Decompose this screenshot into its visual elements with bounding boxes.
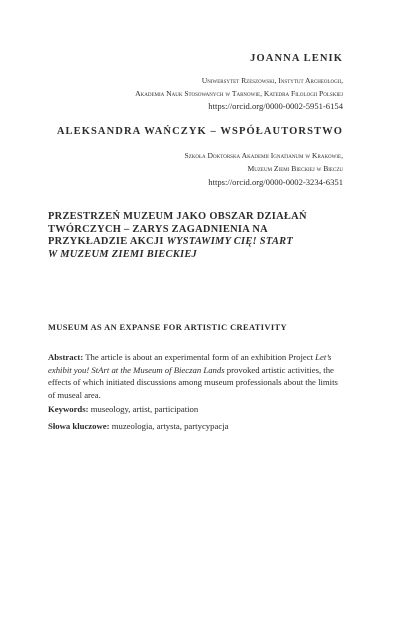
orcid-link-2[interactable]: https://orcid.org/0000-0002-3234-6351 xyxy=(208,177,343,187)
affiliation-line: Akademia Nauk Stosowanych w Tarnowie, Katedra Filologii Polskiej xyxy=(135,89,343,98)
abstract-paragraph xyxy=(48,351,345,401)
slowa-kluczowe-label: Słowa kluczowe: xyxy=(48,421,110,431)
keywords-label: Keywords: xyxy=(48,404,89,414)
title-line: W MUZEUM ZIEMI BIECKIEJ xyxy=(48,248,198,260)
keywords-text: museology, artist, participation xyxy=(88,404,199,414)
orcid-link-1[interactable]: https://orcid.org/0000-0002-5951-6154 xyxy=(208,101,343,111)
title-line: TWÓRCZYCH – ZARYS ZAGADNIENIA NA xyxy=(48,223,268,235)
article-title-polish xyxy=(48,211,348,261)
author-affiliation-1 xyxy=(135,74,343,100)
affiliation-line: Muzeum Ziemi Bieckiej w Bieczu xyxy=(247,164,343,173)
article-title-english: MUSEUM AS AN EXPANSE FOR ARTISTIC CREATIVITY xyxy=(48,323,287,332)
slowa-kluczowe-line xyxy=(48,420,345,433)
keywords-line xyxy=(48,403,345,416)
abstract-label: Abstract: xyxy=(48,352,84,362)
abstract-text: provoked artistic activities, the effects of which initiated discussions among museum professionals about the limits of museal area. xyxy=(48,364,338,400)
abstract-text: The article is about an experimental form of an exhibition Project xyxy=(83,352,316,362)
title-italic-text: WYSTAWIMY CIĘ! START xyxy=(166,236,294,248)
affiliation-line: Uniwersytet Rzeszowski, Instytut Archeologii, xyxy=(201,76,343,85)
slowa-kluczowe-text: muzeologia, artysta, partycypacja xyxy=(109,421,229,431)
author-affiliation-2 xyxy=(184,149,343,175)
abstract-project-title: Let’s exhibit you! StArt at the Museum of Bieczan Lands xyxy=(48,352,332,375)
title-text: PRZYKŁADZIE AKCJI xyxy=(48,236,167,248)
author-name-2: ALEKSANDRA WAŃCZYK – WSPÓŁAUTORSTWO xyxy=(56,126,343,137)
affiliation-line: Szkoła Doktorska Akademii Ignatianum w Krakowie, xyxy=(184,151,343,160)
author-name-1: JOANNA LENIK xyxy=(250,53,343,64)
title-line: PRZESTRZEŃ MUZEUM JAKO OBSZAR DZIAŁAŃ xyxy=(48,211,307,222)
title-line xyxy=(48,236,348,249)
